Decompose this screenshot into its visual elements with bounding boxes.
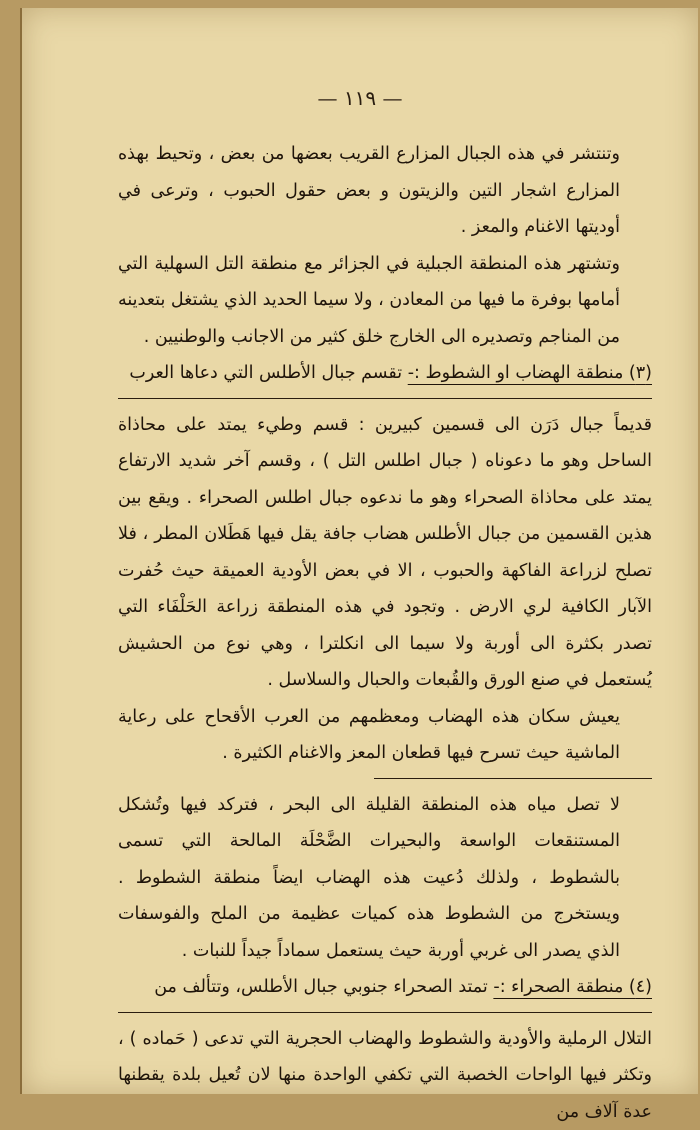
paragraph-atlas-division: قديماً جبال دَرَن الى قسمين كبيرين : قسم وطيء يمتد على محاذاة الساحل وهو ما دعوناه ( جبال اطلس التل ) ، وقسم آخر شديد الارتفاع يمتد على محاذاة الصحراء وهو ما ندعوه جبال اطلس الصحراء . ويقع بين هذين القسمين من جبال الأطلس هضاب جافة يقل فيها هَطَلان المطر ، فلا تصلح لزراعة الفاكهة والحبوب ، الا في بعض الأودية العميقة حيث حُفرت الآبار الكافية لري الارض . وتجود في هذه المنطقة زراعة الحَلْفَاء التي تصدر بكثرة الى أوربة ولا سيما الى انكلترا ، وهي نوع من الحشيش يُستعمل في صنع الورق والقُبعات والحبال والسلاسل .: [118, 407, 652, 699]
paragraph-mountain-farms: وتنتشر في هذه الجبال المزارع القريب بعضها من بعض ، وتحيط بهذه المزارع اشجار التين والزيتون و بعض حقول الحبوب ، وترعى في أوديتها الاغنام والمعز .: [118, 136, 652, 246]
paragraph-minerals: وتشتهر هذه المنطقة الجبلية في الجزائر مع منطقة التل السهلية التي أمامها بوفرة ما فيها من المعادن ، ولا سيما الحديد الذي يشتغل بتعدينه من المناجم وتصديره الى الخارج خلق كثير من الاجانب والوطنيين .: [118, 246, 652, 356]
book-page: [20, 8, 698, 1094]
section-lead-desert: تمتد الصحراء جنوبي جبال الأطلس، وتتألف من: [154, 977, 488, 997]
divider-rule-2: [118, 1012, 652, 1013]
paragraph-desert-oases: التلال الرملية والأودية والشطوط والهضاب الحجرية التي تدعى ( حَماده ) ، وتكثر فيها الواحات الخصبة التي تكفي الواحدة منها لان تُعيل بلدة يقطنها عدة آلاف من: [118, 1021, 652, 1130]
paragraph-shatts: لا تصل مياه هذه المنطقة القليلة الى البحر ، فتركد فيها وتُشكل المستنقعات الواسعة والبحيرات الضَّحْلَة المالحة التي تسمى بالشطوط ، ولذلك دُعيت هذه الهضاب ايضاً منطقة الشطوط . ويستخرج من الشطوط هذه كميات عظيمة من الملح والفوسفات الذي يصدر الى غربي أوربة حيث يستعمل سماداً جيداً للنبات .: [118, 787, 652, 970]
section-label-desert: (٤) منطقة الصحراء :-: [493, 977, 652, 997]
divider-rule: [118, 398, 652, 399]
page-text: [118, 136, 652, 1130]
section-lead-plateaus: تقسم جبال الأطلس التي دعاها العرب: [129, 363, 402, 383]
paragraph-inhabitants: يعيش سكان هذه الهضاب ومعظمهم من العرب الأقحاح على رعاية الماشية حيث تسرح فيها قطعان المعز والاغنام الكثيرة .: [118, 699, 652, 772]
section-heading-plateaus: [118, 355, 652, 392]
section-label-plateaus: (٣) منطقة الهضاب او الشطوط :-: [408, 363, 652, 383]
section-heading-desert: [118, 969, 652, 1006]
divider-rule-short: [374, 778, 652, 779]
page-number: — ١١٩ —: [22, 86, 698, 110]
